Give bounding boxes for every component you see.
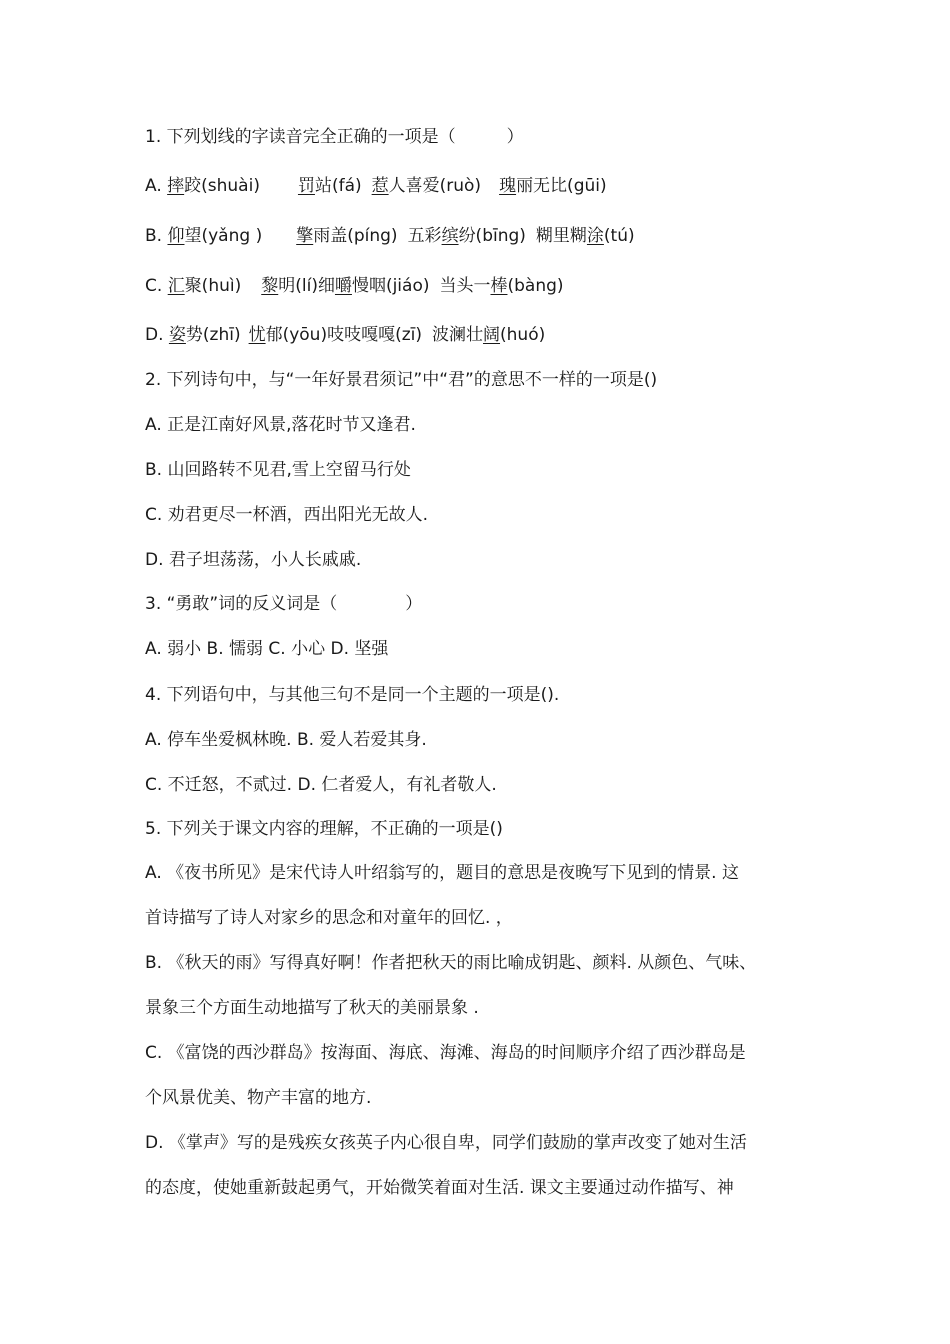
q1-option-a [145,174,815,198]
word-lead: 糊里糊 [535,226,587,246]
underlined-char: 姿 [168,325,186,345]
q1-stem: 1. 下列划线的字读音完全正确的一项是（ ） [145,127,524,147]
word-lead: 当头一 [439,276,491,296]
word-rest: 聚(huì) [184,276,242,296]
q4-options-ab: A. 停车坐爱枫林晚. B. 爱人若爱其身. [145,730,427,750]
q3-stem: 3. “勇敢”词的反义词是（ ） [145,594,423,614]
q2-stem: 2. 下列诗句中，与“一年好景君须记”中“君”的意思不一样的一项是() [145,370,658,390]
word-rest: 慢咽(jiáo) [351,276,430,296]
word-rest: 郁(yōu)吱吱嘎嘎(zī) [265,325,423,345]
underlined-char: 瑰 [499,176,517,196]
q5-option-d-line2: 的态度，使她重新鼓起勇气，开始微笑着面对生活. 课文主要通过动作描写、神 [145,1178,734,1198]
word-rest: 丽无比(gūi) [516,176,607,196]
q5-option-a-line2: 首诗描写了诗人对家乡的思念和对童年的回忆. ， [145,908,513,928]
word-rest: 势(zhī) [185,325,241,345]
q2-option-d: D. 君子坦荡荡，小人长戚戚. [145,550,362,570]
word-rest: 人喜爱(ruò) [388,176,482,196]
underlined-char: 棒 [490,276,508,296]
q2-option-c: C. 劝君更尽一杯酒，西出阳光无故人. [145,505,429,525]
word-rest: 跤(shuài) [184,176,260,196]
word-rest: 站(fá) [314,176,362,196]
word-rest: (tú) [603,226,635,246]
underlined-char: 黎 [261,276,279,296]
option-label: A. [145,176,168,196]
q1-option-b [145,224,815,248]
q5-option-b-line1: B. 《秋天的雨》写得真好啊！作者把秋天的雨比喻成钥匙、颜料. 从颜色、气味、 [145,953,757,973]
underlined-char: 擎 [296,226,314,246]
q5-option-a-line1: A. 《夜书所见》是宋代诗人叶绍翁写的，题目的意思是夜晚写下见到的情景. 这 [145,863,739,883]
word-rest: 望(yǎng ) [184,226,263,246]
q5-stem: 5. 下列关于课文内容的理解，不正确的一项是() [145,819,503,839]
q5-option-c-line1: C. 《富饶的西沙群岛》按海面、海底、海滩、海岛的时间顺序介绍了西沙群岛是 [145,1043,746,1063]
q3-options: A. 弱小 B. 懦弱 C. 小心 D. 坚强 [145,639,389,659]
underlined-char: 摔 [167,176,185,196]
underlined-char: 阔 [483,325,501,345]
underlined-char: 缤 [441,226,459,246]
q2-option-a: A. 正是江南好风景,落花时节又逢君. [145,415,416,435]
word-lead: 五彩 [407,226,442,246]
q1-option-d [145,323,815,347]
q5-option-b-line2: 景象三个方面生动地描写了秋天的美丽景象 . [145,998,479,1018]
underlined-char: 忧 [248,325,266,345]
underlined-char: 汇 [167,276,185,296]
word-rest: (huó) [500,325,546,345]
underlined-char: 罚 [297,176,315,196]
word-rest: 雨盖(píng) [313,226,398,246]
option-label: D. [145,325,169,345]
q2-option-b: B. 山回路转不见君,雪上空留马行处 [145,460,411,480]
word-rest: (bàng) [507,276,564,296]
q4-stem: 4. 下列语句中，与其他三句不是同一个主题的一项是(). [145,685,560,705]
word-rest: 明(lí)细 [278,276,335,296]
option-label: B. [145,226,168,246]
underlined-char: 仰 [167,226,185,246]
underlined-char: 惹 [371,176,389,196]
q5-option-d-line1: D. 《掌声》写的是残疾女孩英子内心很自卑，同学们鼓励的掌声改变了她对生活 [145,1133,747,1153]
q5-option-c-line2: 个风景优美、物产丰富的地方. [145,1088,372,1108]
underlined-char: 嚼 [334,276,352,296]
option-label: C. [145,276,168,296]
word-rest: 纷(bīng) [458,226,526,246]
q1-option-c [145,274,815,298]
word-lead: 波澜壮 [432,325,484,345]
q4-options-cd: C. 不迁怒，不贰过. D. 仁者爱人，有礼者敬人. [145,775,497,795]
underlined-char: 涂 [586,226,604,246]
